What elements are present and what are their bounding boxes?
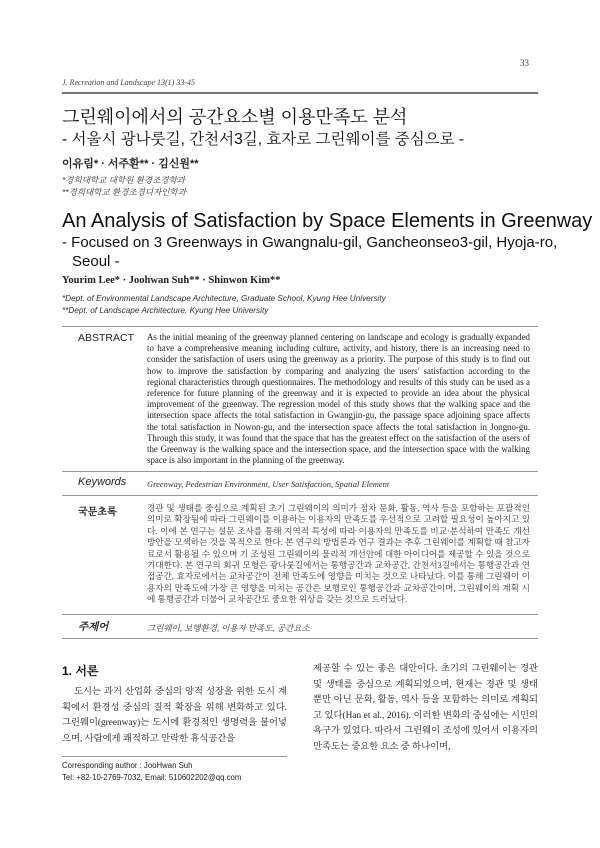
kkeywords-label: 주제어 bbox=[78, 621, 109, 633]
authors-kr: 이유림* · 서주환** · 김신원** bbox=[62, 158, 199, 170]
kkeywords-bottom-rule bbox=[62, 638, 538, 639]
header-rule bbox=[62, 92, 538, 94]
subtitle-kr: - 서울시 광나룻길, 간천서3길, 효자로 그린웨이를 중심으로 - bbox=[62, 131, 465, 148]
abstract-label: ABSTRACT bbox=[78, 332, 135, 344]
abstract-top-rule bbox=[62, 326, 538, 327]
footnote-contact: Tel: +82-10-2769-7032, Email: 510602202@qq.com bbox=[62, 773, 242, 782]
body-right-column: 제공할 수 있는 좋은 대안이다. 초기의 그린웨이는 경관 및 생태를 중심으로 계획되었으며, 현재는 경관 및 생태뿐만 아닌 문화, 활동, 역사 등을 포함하는 의미로 계획되고 있다(Han et al., 2016). 이러한 변화의 중심에는 시민의 욕구가 있었다. 따라서 그린웨이 조성에 있어서 이용자의 만족도는 중요한 요소 중 하나이며, bbox=[313, 664, 538, 752]
keywords-label: Keywords bbox=[78, 476, 127, 488]
page-number: 33 bbox=[520, 58, 529, 68]
abstract-text: As the initial meaning of the greenway planned centering on landscape and ecology is gradually expanded to have a comprehensive meaning including culture, activity, and history, there is an increasing need to consider the satisfaction of users using the greenway as a priority. The purpose of this study is to find out how to improve the satisfaction by comparing and analyzing the users' satisfaction according to the regional characteristics through questionnaires. The methodology and results of this study can be used as a reference for future planning of the greenway and it is expected to provide an idea about the physical improvement of the greenway. The regression model of this study shows that the walking space and the intersection space affects the total satisfaction in Gwangjin-gu, the passage space adjoining space affects the total satisfaction in Nowon-gu, and the intersection space affects the total satisfaction in Jongno-gu. Through this study, it was found that the space that has the greatest effect on the satisfaction of the users of the Greenway is the walking space and the intersection space, and the intersection space with the walking space is also important in the planning of the greenway. bbox=[147, 332, 530, 466]
footnote-author: Corresponding author : JooHwan Suh bbox=[62, 761, 193, 770]
section-title: 1. 서론 bbox=[62, 664, 99, 678]
journal-header: J. Recreation and Landscape 13(1) 33-45 bbox=[62, 78, 196, 87]
kabstract-label: 국문초록 bbox=[78, 507, 117, 518]
keywords-top-rule bbox=[62, 471, 538, 472]
affil-en-2: **Dept. of Landscape Architecture, Kyung Hee University bbox=[62, 306, 269, 315]
keywords-text: Greenway, Pedestrian Environment, User Satisfaction, Spatial Element bbox=[147, 479, 390, 489]
affil-kr-1: *경희대학교 대학원 환경조경학과 bbox=[62, 175, 185, 185]
affil-kr-2: **경희대학교 환경조경디자인학과 bbox=[62, 187, 186, 197]
title-kr: 그린웨이에서의 공간요소별 이용만족도 분석 bbox=[62, 107, 408, 127]
title-en: An Analysis of Satisfaction by Space Elements in Greenway bbox=[62, 210, 593, 232]
footnote-rule bbox=[62, 756, 287, 757]
kkeywords-top-rule bbox=[62, 614, 538, 615]
subtitle-en-line1: - Focused on 3 Greenways in Gwangnalu-gil, Gancheonseo3-gil, Hyoja-ro, bbox=[62, 234, 558, 251]
kkeywords-text: 그린웨이, 보행환경, 이용자 만족도, 공간요소 bbox=[147, 623, 310, 633]
affil-en-1: *Dept. of Environmental Landscape Architecture, Graduate School, Kyung Hee University bbox=[62, 294, 386, 303]
kabstract-text: 경관 및 생태를 중심으로 계획된 초기 그린웨이의 의미가 점차 문화, 활동, 역사 등을 포함하는 포괄적인 의미로 확장됨에 따라 그린웨이를 이용하는 이용자의 만족도를 우선적으로 고려할 필요성이 높아지고 있다. 이에 본 연구는 설문 조사를 통해 지역적 특성에 따라 이용자의 만족도를 비교·분석하여 만족도 개선 방안을 모색하는 것을 목적으로 한다. 본 연구의 방법론과 연구 결과는 추후 그린웨이를 계획할 때 참고자료로서 활용될 수 있으며 기 조성된 그린웨이의 물리적 개선안에 대한 아이디어를 제공할 수 있을 것으로 기대한다. 본 연구의 회귀 모형은 광나룻길에서는 통행공간과 교차공간, 간천서3길에서는 통행공간과 연접공간, 효자로에서는 교차공간이 전체 만족도에 영향을 미치는 것으로 나타났다. 이를 통해 그린웨이 이용자의 만족도에 가장 큰 영향을 미치는 공간은 보행로인 통행공간과 교차공간이며, 그린웨이의 계획 시에 통행공간과 더불어 교차공간도 중요한 위상을 갖는 것으로 드러났다. bbox=[147, 503, 530, 605]
body-left-column: 도시는 과거 산업화 중심의 양적 성장을 위한 도시 계획에서 환경성 중심의 질적 확장을 위해 변화하고 있다. 그린웨이(greenway)는 도시에 환경적인 생명력을 불어넣으며, 사람에게 쾌적하고 안락한 휴식공간을 bbox=[62, 687, 287, 744]
subtitle-en-line2: Seoul - bbox=[72, 253, 120, 270]
keywords-bottom-rule bbox=[62, 495, 538, 496]
authors-en: Yourim Lee* · Joohwan Suh** · Shinwon Kim** bbox=[62, 275, 281, 286]
